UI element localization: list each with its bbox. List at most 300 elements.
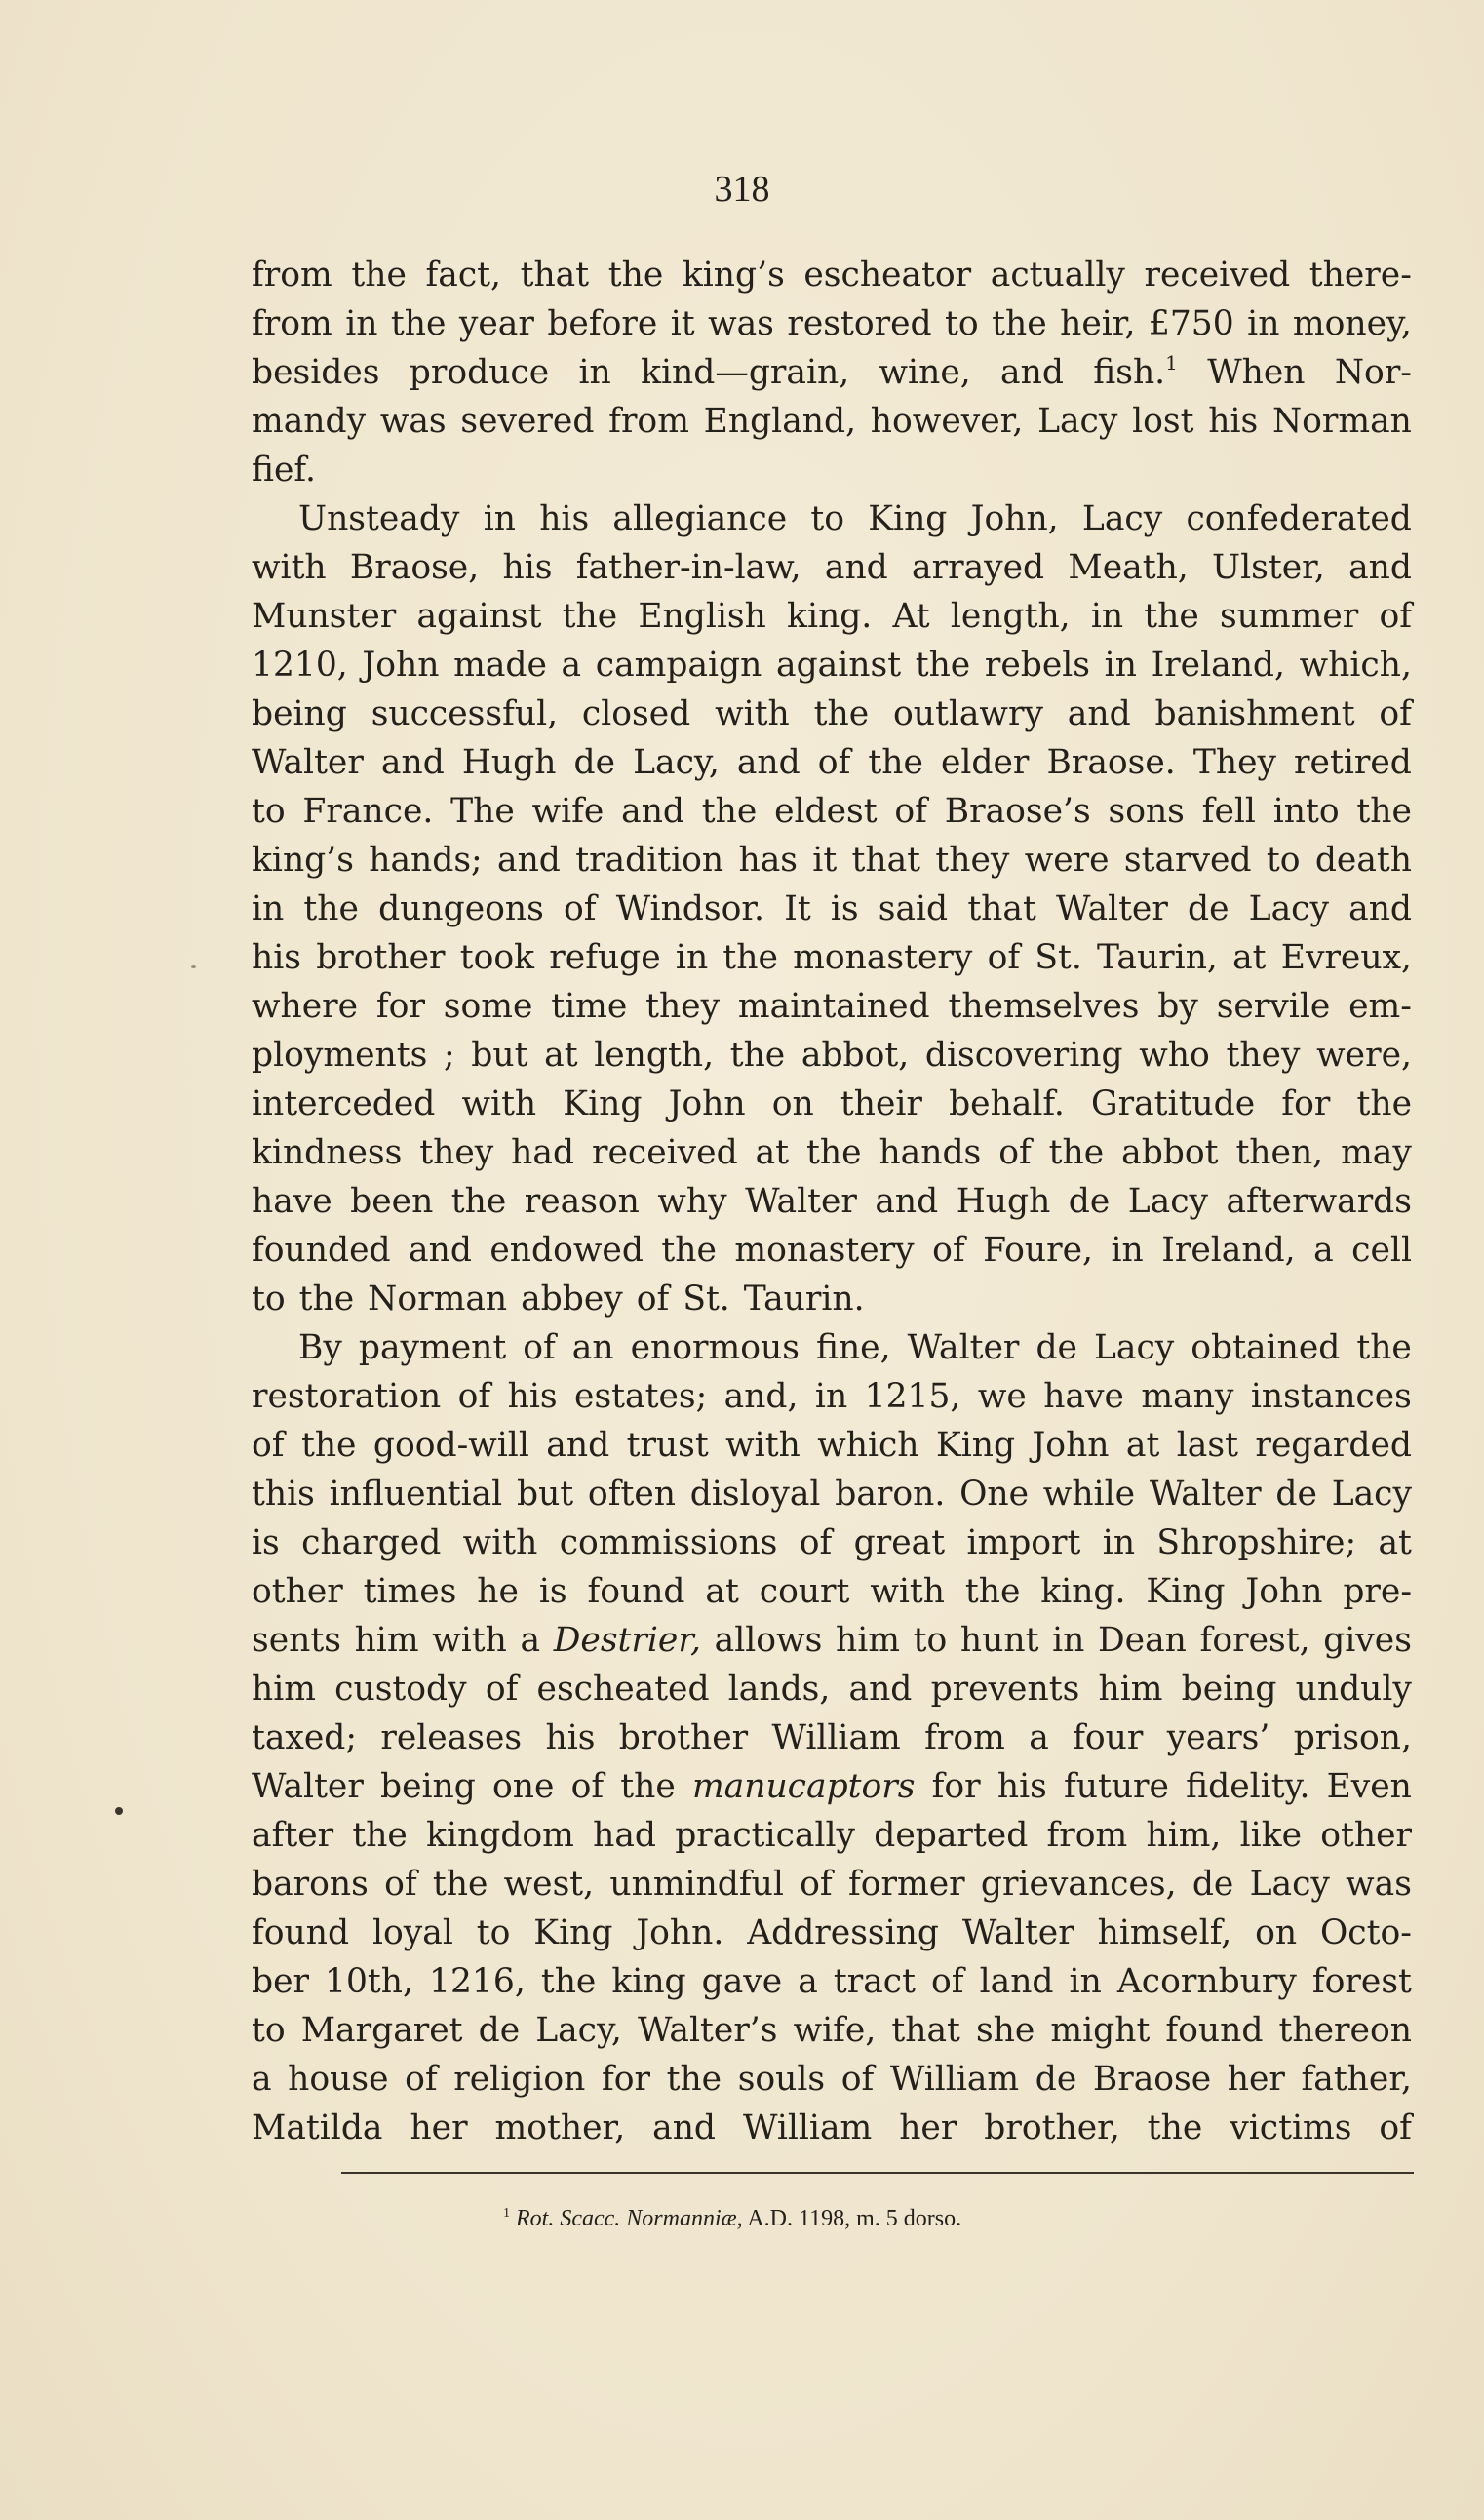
word: England, xyxy=(703,402,857,441)
word: em- xyxy=(1348,987,1412,1026)
word: brother xyxy=(618,1718,749,1757)
word: 1210, xyxy=(252,646,348,685)
word: de xyxy=(1188,889,1230,928)
word: releases xyxy=(380,1718,523,1757)
word: this xyxy=(252,1475,315,1514)
word: of xyxy=(563,889,597,928)
text-line xyxy=(252,348,1412,397)
word: often xyxy=(587,1475,676,1514)
word: monastery xyxy=(793,938,973,977)
word: death xyxy=(1314,841,1412,880)
word: Lacy xyxy=(1037,402,1118,441)
word: Lacy xyxy=(1331,1475,1412,1514)
word: good-will xyxy=(372,1426,529,1465)
word: the xyxy=(1356,792,1412,831)
word: and xyxy=(652,2108,717,2147)
word: had xyxy=(511,1133,575,1172)
word: King xyxy=(563,1084,643,1123)
word: for xyxy=(931,1767,981,1806)
word: father-in-law, xyxy=(575,548,801,587)
word: fidelity. xyxy=(1186,1767,1310,1806)
word: but xyxy=(516,1475,574,1514)
word: France. xyxy=(302,792,434,831)
word: mandy xyxy=(252,402,367,441)
word: him xyxy=(1098,1670,1163,1709)
word: influential xyxy=(329,1475,503,1514)
word: with xyxy=(432,1621,507,1660)
word: and xyxy=(621,792,684,831)
word: and xyxy=(875,1182,939,1221)
word: Lacy, xyxy=(633,743,720,782)
word: practically xyxy=(675,1816,856,1855)
word: servile xyxy=(1216,987,1331,1026)
word: it xyxy=(812,841,838,880)
word: prison, xyxy=(1293,1718,1412,1757)
word: fine, xyxy=(815,1328,891,1367)
text-line xyxy=(252,1567,1412,1616)
text-line xyxy=(252,1470,1412,1518)
word: and xyxy=(409,1231,472,1270)
word: in xyxy=(483,499,516,538)
word: was xyxy=(379,402,447,441)
word: Matilda xyxy=(252,2108,383,2147)
word: in xyxy=(675,938,709,977)
word: her xyxy=(1227,2060,1285,2099)
text-line xyxy=(252,1860,1412,1909)
word: escheated xyxy=(536,1670,710,1709)
text-line xyxy=(252,592,1412,641)
word: like xyxy=(1239,1816,1303,1855)
text-line xyxy=(252,787,1412,836)
word: the xyxy=(813,694,870,733)
word: have xyxy=(252,1182,332,1221)
text-line xyxy=(252,885,1412,933)
word: 1215, xyxy=(864,1377,961,1416)
word: of xyxy=(799,1523,833,1562)
word: gives xyxy=(1323,1621,1412,1660)
word: to xyxy=(252,2011,286,2050)
word: for xyxy=(1281,1084,1331,1123)
word: de xyxy=(1035,2060,1077,2099)
word: estates; xyxy=(574,1377,708,1416)
text-line xyxy=(252,689,1412,738)
word: his xyxy=(507,1377,558,1416)
word: and xyxy=(1067,694,1131,733)
word: into xyxy=(1272,792,1340,831)
word: the xyxy=(729,1036,786,1075)
word: fell xyxy=(1201,792,1256,831)
word: is xyxy=(830,889,859,928)
word: being xyxy=(1181,1670,1277,1709)
word: fief. xyxy=(252,451,316,490)
word: an xyxy=(571,1328,614,1367)
word: their xyxy=(840,1084,922,1123)
word: Munster xyxy=(252,597,397,636)
word: Norman xyxy=(368,1280,508,1319)
word: hunt xyxy=(959,1621,1039,1660)
word: founded xyxy=(252,1231,391,1270)
word: de xyxy=(1068,1182,1111,1221)
word: to xyxy=(945,304,979,343)
word: King xyxy=(533,1913,613,1952)
word: her xyxy=(410,2108,468,2147)
word: taxed; xyxy=(252,1718,358,1757)
word: obtained xyxy=(1191,1328,1341,1367)
word: wife, xyxy=(793,2011,877,2050)
text-line xyxy=(252,299,1412,348)
word: there- xyxy=(1308,256,1412,295)
word: with xyxy=(870,1572,945,1611)
word: John. xyxy=(636,1913,724,1952)
word: At xyxy=(892,597,930,636)
word: produce xyxy=(409,353,550,392)
word: interceded xyxy=(252,1084,436,1123)
word: at xyxy=(705,1572,739,1611)
word: of xyxy=(894,792,927,831)
word: and xyxy=(824,548,888,587)
word: actually xyxy=(990,256,1125,295)
word: king. xyxy=(787,597,873,636)
text-line xyxy=(252,836,1412,885)
word: before xyxy=(547,304,658,343)
text-line xyxy=(252,251,1412,299)
word: we xyxy=(977,1377,1027,1416)
word: of xyxy=(570,1767,605,1806)
word: years’ xyxy=(1166,1718,1270,1757)
word: to xyxy=(252,792,286,831)
word: in xyxy=(1104,646,1137,685)
word: reason xyxy=(524,1182,640,1221)
word: Walter xyxy=(1149,1475,1262,1514)
word: Lacy, xyxy=(535,2011,622,2050)
word: souls xyxy=(737,2060,826,2099)
footnote-source: Rot. Scacc. Normanniæ, xyxy=(516,2206,743,2231)
word: in xyxy=(1069,1962,1102,2001)
word: and xyxy=(1348,548,1412,587)
word: his xyxy=(252,938,301,977)
word: 10th, xyxy=(325,1962,413,2001)
footnote xyxy=(503,2206,961,2232)
word: received xyxy=(1144,256,1291,295)
word: west, xyxy=(503,1865,595,1904)
word: the xyxy=(620,1767,676,1806)
word: is xyxy=(538,1572,567,1611)
word: trust xyxy=(626,1426,709,1465)
word: outlawry xyxy=(892,694,1043,733)
word: at xyxy=(1232,938,1267,977)
footnote-rule xyxy=(341,2172,1414,2174)
word: being xyxy=(252,694,347,733)
word: payment xyxy=(358,1328,507,1367)
word: John, xyxy=(970,499,1059,538)
word: king. xyxy=(1040,1572,1126,1611)
word: endowed xyxy=(489,1231,644,1270)
word: said xyxy=(878,889,949,928)
word: maintained xyxy=(737,987,930,1026)
word: with xyxy=(461,1084,537,1123)
word: king’s xyxy=(252,841,354,880)
word: import xyxy=(966,1523,1081,1562)
word: at xyxy=(1125,1426,1160,1465)
word: Even xyxy=(1326,1767,1412,1806)
word: with xyxy=(725,1426,801,1465)
word: forest, xyxy=(1199,1621,1310,1660)
word: the xyxy=(450,1182,507,1221)
text-line xyxy=(252,1128,1412,1177)
word: to xyxy=(810,499,845,538)
word: other xyxy=(252,1572,343,1611)
word: money, xyxy=(1292,304,1412,343)
word: forest xyxy=(1311,1962,1412,2001)
word: Acornbury xyxy=(1116,1962,1297,2001)
word: him xyxy=(835,1621,900,1660)
word: the xyxy=(303,889,359,928)
word: had xyxy=(593,1816,656,1855)
word: wine, xyxy=(879,353,971,392)
word: received xyxy=(591,1133,738,1172)
word: where xyxy=(252,987,359,1026)
word: manucaptors xyxy=(691,1767,916,1806)
word: for xyxy=(375,987,425,1026)
word: afterwards xyxy=(1226,1182,1412,1221)
word: against xyxy=(416,597,542,636)
word: on xyxy=(771,1084,814,1123)
word: £750 xyxy=(1148,304,1234,343)
word: length, xyxy=(950,597,1071,636)
word: took xyxy=(459,938,535,977)
word: of xyxy=(457,1377,491,1416)
word: of xyxy=(800,1865,833,1904)
word: in xyxy=(1111,1231,1144,1270)
word: other xyxy=(1320,1816,1412,1855)
word: Foure, xyxy=(983,1231,1094,1270)
word: why xyxy=(657,1182,727,1221)
word: Norman xyxy=(1271,402,1412,441)
text-line xyxy=(252,1421,1412,1470)
word: which, xyxy=(1299,646,1412,685)
word: brother, xyxy=(984,2108,1120,2147)
word: the xyxy=(964,1572,1021,1611)
text-line xyxy=(252,641,1412,689)
word: were xyxy=(1024,841,1110,880)
text-line xyxy=(252,2006,1412,2055)
word: tradition xyxy=(575,841,724,880)
page-speck xyxy=(115,1807,123,1815)
word: They xyxy=(1192,743,1276,782)
word: the xyxy=(1356,1328,1412,1367)
word: fish.$^1$ xyxy=(1093,351,1178,392)
word: against xyxy=(776,646,902,685)
word: the xyxy=(868,743,923,782)
word: a xyxy=(1313,1231,1334,1270)
word: thereon xyxy=(1278,2011,1412,2050)
word: but xyxy=(471,1036,528,1075)
word: English xyxy=(638,597,766,636)
word: One xyxy=(959,1475,1030,1514)
word: hands xyxy=(879,1133,982,1172)
page-number: 318 xyxy=(714,169,770,210)
word: Walter xyxy=(1056,889,1168,928)
text-line xyxy=(252,1323,1412,1372)
word: starved xyxy=(1123,841,1252,880)
word: Ireland, xyxy=(1151,646,1285,685)
word: to xyxy=(1266,841,1301,880)
word: in xyxy=(252,889,285,928)
word: eldest xyxy=(774,792,878,831)
word: Taurin. xyxy=(743,1280,865,1319)
word: that xyxy=(851,841,921,880)
word: which xyxy=(817,1426,919,1465)
word: Addressing xyxy=(747,1913,939,1952)
text-line xyxy=(252,933,1412,982)
word: the xyxy=(298,1280,355,1319)
word: last xyxy=(1176,1426,1238,1465)
word: Nor- xyxy=(1334,353,1412,392)
word: his xyxy=(545,1718,596,1757)
word: for xyxy=(601,2060,650,2099)
word: of xyxy=(1379,694,1412,733)
word: of xyxy=(636,1280,670,1319)
body-text xyxy=(252,251,1412,2152)
text-line xyxy=(252,397,1412,446)
word: pre- xyxy=(1343,1572,1412,1611)
word: has xyxy=(738,841,798,880)
text-line xyxy=(252,1957,1412,2006)
word: house xyxy=(288,2060,389,2099)
word: John xyxy=(668,1084,746,1123)
word: gave xyxy=(701,1962,783,2001)
word: that xyxy=(967,889,1036,928)
word: wife xyxy=(531,792,605,831)
word: that xyxy=(891,2011,960,2050)
word: severed xyxy=(460,402,595,441)
word: Destrier, xyxy=(553,1621,702,1660)
text-line xyxy=(252,1616,1412,1665)
word: the xyxy=(607,256,664,295)
word: de xyxy=(1275,1475,1317,1514)
word: Lacy xyxy=(1249,1865,1330,1904)
word: Walter’s xyxy=(637,2011,778,2050)
word: length, xyxy=(594,1036,715,1075)
footnote-text: A.D. 1198, m. 5 dorso. xyxy=(747,2206,962,2231)
word: they xyxy=(935,841,1010,880)
word: father, xyxy=(1301,2060,1412,2099)
word: Braose, xyxy=(349,548,480,587)
text-line xyxy=(252,543,1412,592)
word: the xyxy=(1356,1084,1412,1123)
word: the xyxy=(661,1231,717,1270)
word: a xyxy=(1029,1718,1049,1757)
word: King xyxy=(868,499,948,538)
word: his xyxy=(539,499,590,538)
word: Braose’s xyxy=(944,792,1091,831)
word: four xyxy=(1073,1718,1144,1757)
word: disloyal xyxy=(689,1475,821,1514)
word: and xyxy=(1000,353,1064,392)
word: great xyxy=(853,1523,946,1562)
footnote-marker: 1 xyxy=(503,2206,510,2221)
word: Hugh xyxy=(956,1182,1051,1221)
word: escheator xyxy=(803,256,972,295)
word: monastery xyxy=(734,1231,915,1270)
word: Walter xyxy=(252,743,364,782)
word: land xyxy=(979,1962,1054,2001)
word: When xyxy=(1207,353,1306,392)
word: was xyxy=(1346,1865,1412,1904)
word: the xyxy=(300,1426,357,1465)
word: found xyxy=(1165,2011,1264,2050)
word: the xyxy=(351,256,407,295)
word: they xyxy=(1226,1036,1301,1075)
word: victims xyxy=(1230,2108,1352,2147)
word: after xyxy=(252,1816,334,1855)
word: and xyxy=(1348,889,1412,928)
word: of xyxy=(523,1328,556,1367)
word: Dean xyxy=(1098,1621,1187,1660)
word: prevents xyxy=(930,1670,1080,1709)
word: the xyxy=(701,792,758,831)
word: restored xyxy=(787,304,932,343)
word: many xyxy=(1141,1377,1234,1416)
word: the xyxy=(1048,1133,1105,1172)
word: king xyxy=(611,1962,686,2001)
word: been xyxy=(350,1182,434,1221)
word: in xyxy=(345,304,378,343)
word: a xyxy=(798,1962,818,2001)
word: allegiance xyxy=(612,499,788,538)
word: of xyxy=(931,1962,964,2001)
word: religion xyxy=(453,2060,586,2099)
word: from xyxy=(924,1718,1005,1757)
word: have xyxy=(1043,1377,1124,1416)
word: from xyxy=(1046,1816,1128,1855)
text-line xyxy=(252,1518,1412,1567)
word: they xyxy=(419,1133,494,1172)
word: kingdom xyxy=(426,1816,574,1855)
word: Lacy xyxy=(1093,1328,1175,1367)
word: abbot xyxy=(1121,1133,1219,1172)
word: lands, xyxy=(727,1670,831,1709)
word: of xyxy=(817,743,851,782)
word: King xyxy=(935,1426,1016,1465)
word: who xyxy=(1139,1036,1210,1075)
word: William xyxy=(742,2108,873,2147)
word: at xyxy=(544,1036,578,1075)
word: instances xyxy=(1250,1377,1412,1416)
word: Shropshire; xyxy=(1156,1523,1357,1562)
text-line xyxy=(252,1177,1412,1226)
word: fact, xyxy=(425,256,501,295)
word: baron. xyxy=(835,1475,946,1514)
word: de xyxy=(573,743,616,782)
text-line xyxy=(252,1762,1412,1811)
text-line xyxy=(252,738,1412,787)
word: Walter xyxy=(252,1767,364,1806)
word: heir, xyxy=(1060,304,1136,343)
word: St. xyxy=(1035,938,1082,977)
word: and xyxy=(546,1426,610,1465)
word: the xyxy=(992,304,1047,343)
text-line xyxy=(252,1226,1412,1275)
word: Windsor. xyxy=(615,889,765,928)
text-line xyxy=(252,1031,1412,1080)
word: closed xyxy=(581,694,691,733)
text-line xyxy=(252,1811,1412,1860)
word: ployments xyxy=(252,1036,428,1075)
word: and, xyxy=(723,1377,799,1416)
word: while xyxy=(1042,1475,1136,1514)
word: sents xyxy=(252,1621,341,1660)
